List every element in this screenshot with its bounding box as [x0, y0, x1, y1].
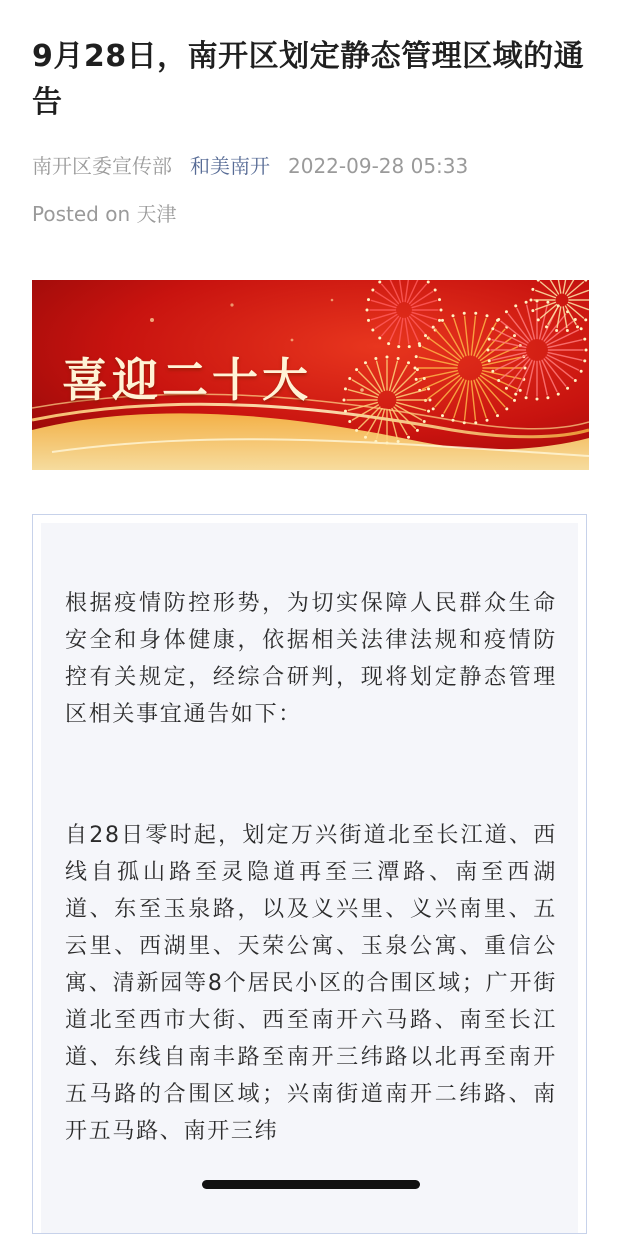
account-name-link[interactable]: 和美南开	[190, 154, 270, 178]
notice-box	[32, 514, 587, 1234]
notice-content	[41, 523, 578, 1233]
banner-slogan: 喜迎二十大	[62, 353, 312, 407]
posted-location-text: Posted on 天津	[32, 202, 177, 226]
home-indicator[interactable]	[202, 1180, 420, 1189]
notice-paragraph-1: 根据疫情防控形势，为切实保障人民群众生命安全和身体健康，依据相关法律法规和疫情防控有关规定，经综合研判，现将划定静态管理区相关事宜通告如下：	[65, 591, 557, 727]
notice-paragraph-2: 自28日零时起，划定万兴街道北至长江道、西线自孤山路至灵隐道再至三潭路、南至西湖道、东至玉泉路，以及义兴里、义兴南里、五云里、西湖里、天荣公寓、玉泉公寓、重信公寓、清新园等8个居民小区的合围区域；广开街道北至西市大街、西至南开六马路、南至长江道、东线自南丰路至南开三纬路以北再至南开五马路的合围区域；兴南街道南开二纬路、南开五马路、南开三纬	[65, 823, 557, 1144]
publish-date: 2022-09-28 05:33	[288, 154, 469, 178]
article-title: 9月28日，南开区划定静态管理区域的通告	[32, 39, 585, 120]
posted-location	[32, 200, 176, 228]
article-meta	[32, 152, 468, 180]
celebration-banner	[32, 280, 589, 470]
article-source: 南开区委宣传部	[32, 154, 172, 178]
